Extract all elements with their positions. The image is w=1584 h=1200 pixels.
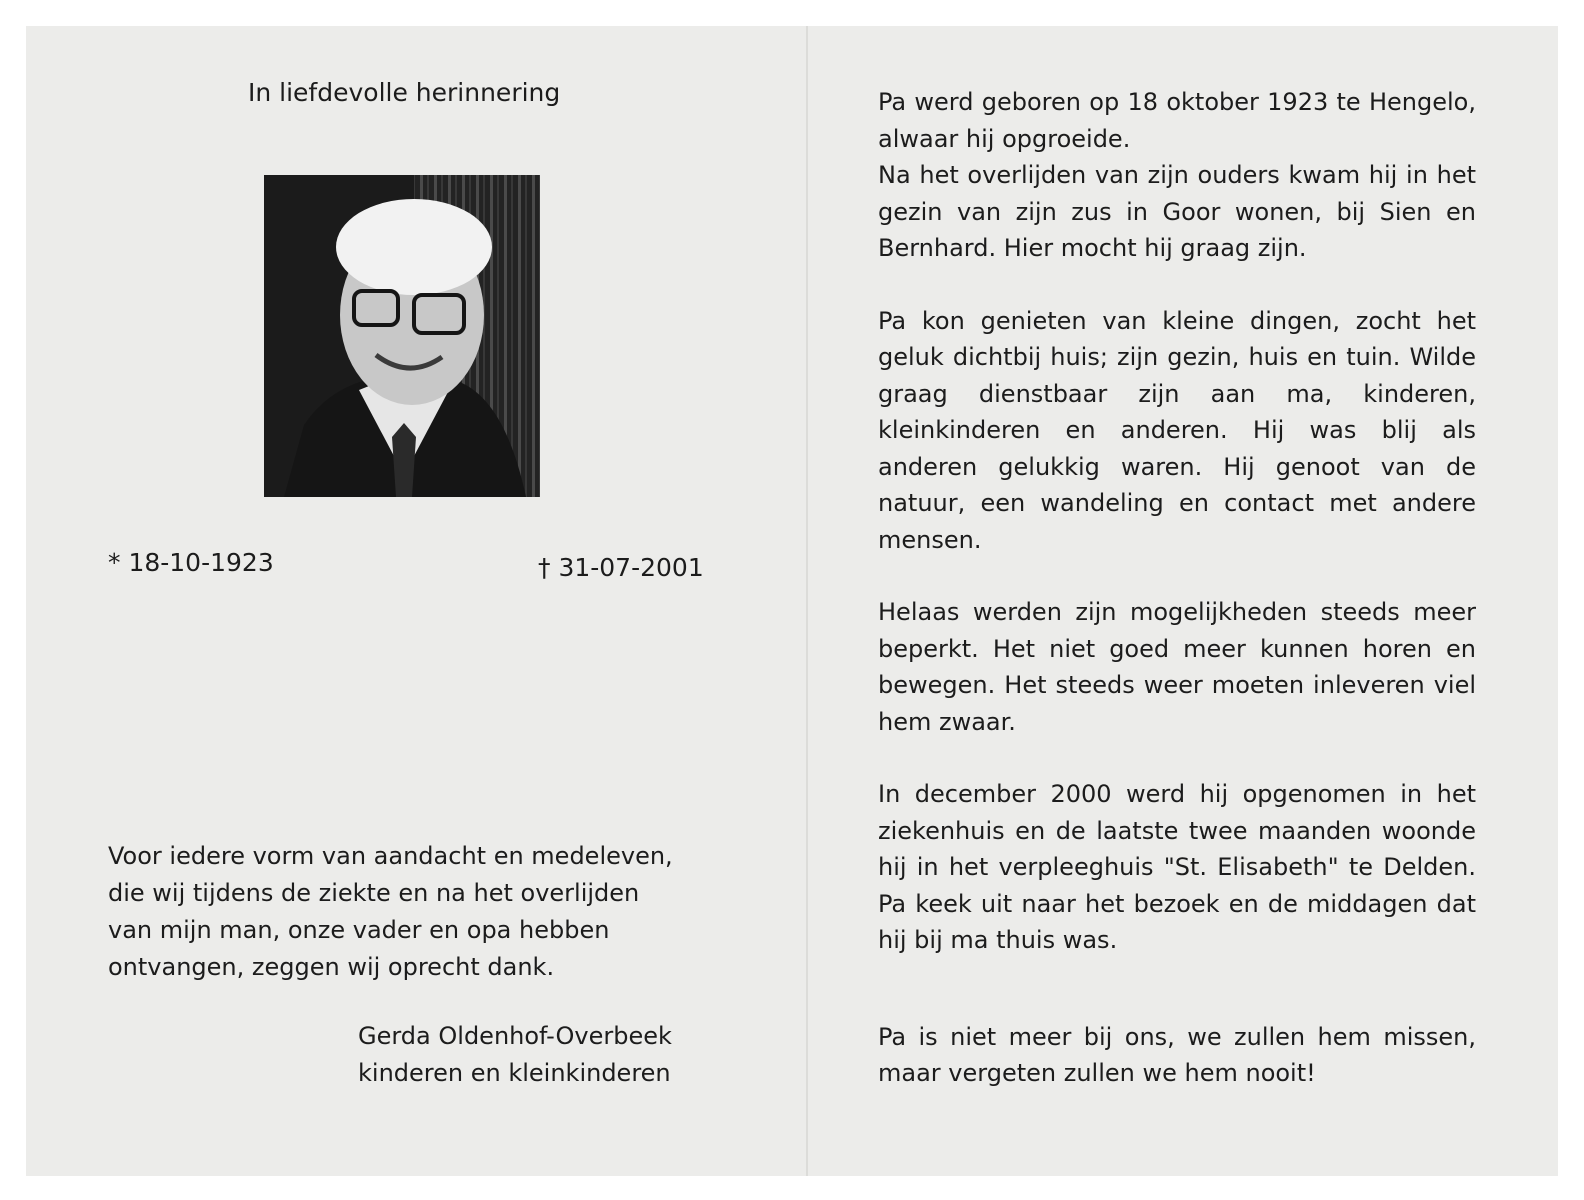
biography-paragraph: Pa kon genieten van kleine dingen, zocht het geluk dichtbij huis; zijn gezin, huis en tuin. Wilde graag dienstbaar zijn aan ma, kinderen, kleinkinderen en anderen. Hij was blij als anderen gelukkig waren. Hij genoot van de natuur, een wandeling en contact met andere mensen. [878, 306, 1476, 554]
birth-date: * 18-10-1923 [108, 548, 274, 577]
thanks-line: die wij tijdens de ziekte en na het overlijden [108, 879, 640, 907]
thanks-text [108, 838, 704, 986]
biography-paragraph: Helaas werden zijn mogelijkheden steeds meer beperkt. Het niet goed meer kunnen horen en bewegen. Het steeds weer moeten inleveren viel hem zwaar. [878, 598, 1476, 736]
biography-paragraph: Pa is niet meer bij ons, we zullen hem missen, maar vergeten zullen we hem nooit! [878, 1022, 1476, 1087]
portrait-photo-icon [264, 175, 540, 497]
signature-line: kinderen en kleinkinderen [358, 1059, 671, 1087]
signature [358, 1018, 672, 1092]
thanks-line: van mijn man, onze vader en opa hebben [108, 916, 610, 944]
biography-text [878, 84, 1476, 1092]
thanks-line: Voor iedere vorm van aandacht en medeleven, [108, 842, 673, 870]
card-heading: In liefdevolle herinnering [248, 78, 561, 107]
biography-paragraph: In december 2000 werd hij opgenomen in het ziekenhuis en de laatste twee maanden woonde hij in het verpleeghuis "St. Elisabeth" te Delden. Pa keek uit naar het bezoek en de middagen dat hij bij ma thuis was. [878, 780, 1476, 954]
thanks-line: ontvangen, zeggen wij oprecht dank. [108, 953, 555, 981]
portrait-photo [264, 175, 540, 497]
death-date: † 31-07-2001 [538, 553, 704, 582]
biography-paragraph: Pa werd geboren op 18 oktober 1923 te Hengelo, alwaar hij opgroeide. [878, 88, 1476, 153]
biography-paragraph: Na het overlijden van zijn ouders kwam hij in het gezin van zijn zus in Goor wonen, bij Sien en Bernhard. Hier mocht hij graag zijn. [878, 161, 1476, 262]
card-fold-line [806, 26, 808, 1176]
signature-line: Gerda Oldenhof-Overbeek [358, 1022, 672, 1050]
